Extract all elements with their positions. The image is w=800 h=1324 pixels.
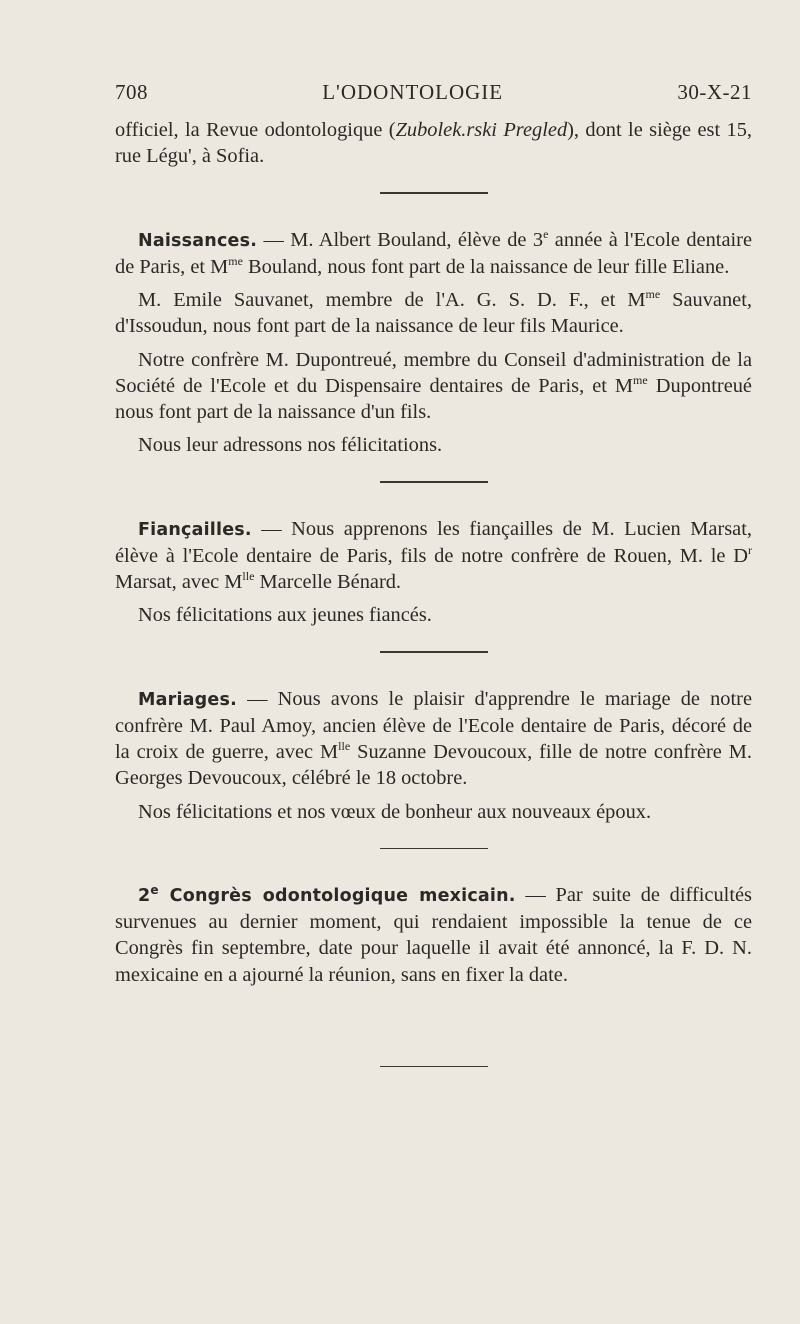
section-divider [380, 481, 488, 482]
naissances-paragraph-2: M. Emile Sauvanet, membre de l'A. G. S. D. F., et $M^{me}$ Sauvanet, d'Issoudun, nous font part de la naissance de leur fils Maurice. [115, 287, 752, 338]
end-divider [380, 1066, 488, 1067]
naissances-paragraph-3: Notre confrère M. Dupontreué, membre du Conseil d'administration de la Société de l'Ecole et du Dispensaire dentaires de Paris, et $M^{me}$ Dupontreué nous font part de la naissance d'un fils. [115, 348, 752, 423]
article-body [115, 117, 752, 1067]
mariages-paragraph-2: Nos félicitations et nos vœux de bonheur aux nouveaux époux. [138, 800, 652, 823]
mariages-paragraph-1: Mariages. — Nous avons le plaisir d'apprendre le mariage de notre confrère M. Paul Amoy, ancien élève de l'Ecole dentaire de Paris, décoré de la croix de guerre, avec $M^{lle}$ Suzanne Devoucoux, fille de notre confrère M. Georges Devoucoux, célébré le 18 octobre. [115, 687, 752, 790]
running-header [115, 80, 752, 105]
naissances-paragraph-4: Nous leur adressons nos félicitations. [138, 434, 443, 457]
fiancailles-paragraph-1: Fiançailles. — Nous apprenons les fiançailles de M. Lucien Marsat, élève à l'Ecole dentaire de Paris, fils de notre confrère de Rouen, M. le $D^r$ Marsat, avec $M^{lle}$ Marcelle Bénard. [115, 517, 752, 594]
section-divider [380, 848, 488, 849]
fiancailles-paragraph-2: Nos félicitations aux jeunes fiancés. [138, 604, 432, 627]
congres-paragraph: 2e Congrès odontologique mexicain. — Par suite de difficultés survenues au dernier moment, qui rendaient impossible la tenue de ce Congrès fin septembre, date pour laquelle il avait été annoncé, la F. D. N. mexicaine en a ajourné la réunion, sans en fixer la date. [115, 883, 752, 986]
naissances-paragraph-1: Naissances. — M. Albert Bouland, élève de 3e année à l'Ecole dentaire de Paris, et $M^{me}$ Bouland, nous font part de la naissance de leur fille Eliane. [115, 226, 752, 278]
journal-title: L'ODONTOLOGIE [322, 80, 504, 104]
intro-paragraph: officiel, la Revue odontologique (Zubolek.rski Pregled), dont le siège est 15, rue Légu', à Sofia. [115, 119, 752, 168]
section-heading-congres: 2e Congrès odontologique mexicain. [138, 883, 516, 907]
issue-date: 30-X-21 [677, 80, 752, 104]
page-number: 708 [115, 80, 148, 104]
journal-name: Zubolek.rski Pregled [395, 119, 568, 141]
section-heading-naissances: Naissances. [138, 230, 258, 251]
section-divider [380, 192, 488, 193]
section-heading-fiancailles: Fiançailles. [138, 519, 252, 540]
section-divider [380, 651, 488, 652]
section-heading-mariages: Mariages. [138, 689, 237, 710]
